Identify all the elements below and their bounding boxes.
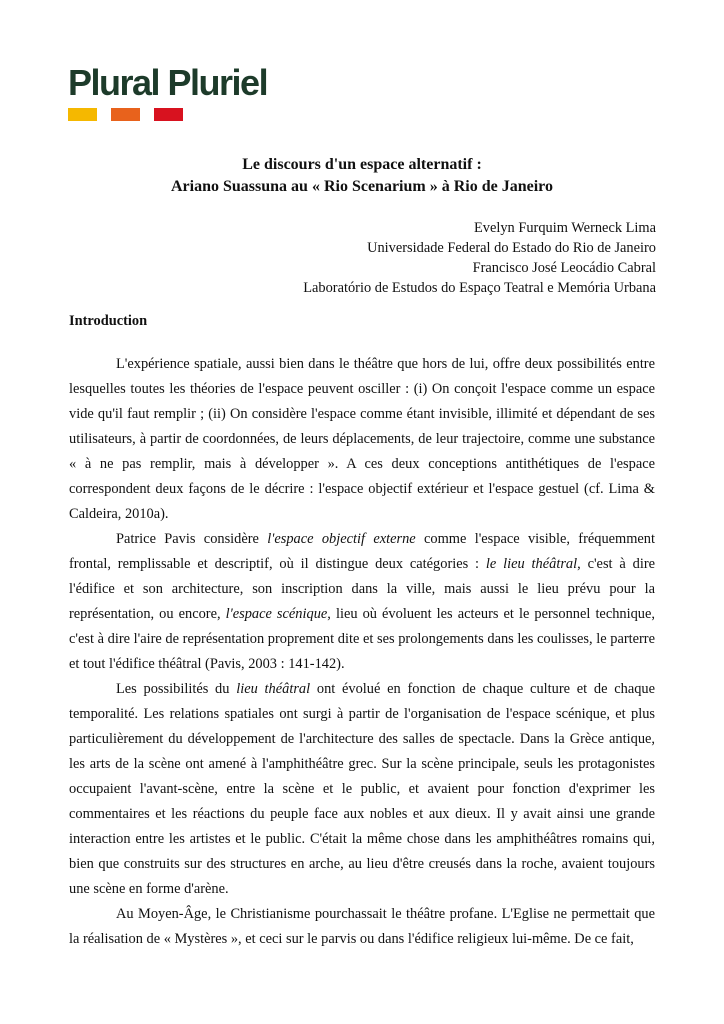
title-line-1: Le discours d'un espace alternatif : — [242, 156, 482, 173]
author-affiliation-2: Laboratório de Estudos do Espaço Teatral e Memória Urbana — [303, 280, 656, 296]
emphasis: le lieu théâtral — [485, 556, 578, 572]
author-block — [303, 218, 656, 298]
document-title — [0, 154, 724, 198]
logo-bar-red — [154, 108, 183, 121]
emphasis: lieu théâtral — [236, 681, 311, 697]
author-name-2: Francisco José Leocádio Cabral — [472, 260, 656, 276]
paragraph-3: Les possibilités du lieu théâtral ont évolué en fonction de chaque culture et de chaque temporalité. Les relations spatiales ont surgi à partir de l'organisation de l'espace scénique, et plus particulièrement du développement de l'architecture des salles de spectacle. Dans la Grèce antique, les arts de la scène ont amené à l'amphithéâtre grec. Sur la scène principale, seuls les protagonistes occupaient l'avant-scène, entre la scène et le public, et avaient pour fonction d'exprimer les commentaires et les réactions du peuple face aux nobles et aux dieux. Il y avait ainsi une grande interaction entre les artistes et le public. C'était la même chose dans les amphithéâtres romains qui, bien que construits sur des structures en arche, au lieu d'être creusés dans la roche, avaient toujours une scène en forme d'arène. — [69, 681, 655, 897]
section-heading: Introduction — [69, 313, 148, 329]
author-name-1: Evelyn Furquim Werneck Lima — [473, 220, 656, 236]
logo-color-bars — [68, 108, 267, 121]
paragraph-4: Au Moyen-Âge, le Christianisme pourchassait le théâtre profane. L'Eglise ne permettait que la réalisation de « Mystères », et ceci sur le parvis ou dans l'édifice religieux lui-même. De ce fait, — [69, 906, 655, 947]
emphasis: l'espace scénique — [225, 606, 328, 622]
logo-text: Plural Pluriel — [68, 62, 268, 103]
logo-bar-orange — [111, 108, 140, 121]
title-line-2: Ariano Suassuna au « Rio Scenarium » à Rio de Janeiro — [171, 178, 553, 195]
logo — [68, 64, 267, 121]
author-affiliation-1: Universidade Federal do Estado do Rio de Janeiro — [367, 240, 656, 256]
paragraph-1: L'expérience spatiale, aussi bien dans le théâtre que hors de lui, offre deux possibilités entre lesquelles toutes les théories de l'espace peuvent osciller : (i) On conçoit l'espace comme un espace vide qu'il faut remplir ; (ii) On considère l'espace comme étant invisible, illimité et dépendant de ses utilisateurs, à partir de coordonnées, de leurs déplacements, de leur trajectoire, comme une substance « à ne pas remplir, mais à développer ». A ces deux conceptions antithétiques de l'espace correspondent deux façons de le décrire : l'espace objectif extérieur et l'espace gestuel (cf. Lima & Caldeira, 2010a). — [69, 356, 655, 522]
body-text — [69, 352, 655, 952]
paragraph-2: Patrice Pavis considère l'espace objectif externe comme l'espace visible, fréquemment frontal, remplissable et descriptif, où il distingue deux catégories : le lieu théâtral, c'est à dire l'édifice et son architecture, son inscription dans la ville, mais aussi le lieu prévu pour la représentation, ou encore, l'espace scénique, lieu où évoluent les acteurs et le personnel technique, c'est à dire l'aire de représentation proprement dite et ses prolongements dans les coulisses, le parterre et tout l'édifice théâtral (Pavis, 2003 : 141-142). — [69, 531, 655, 672]
logo-bar-yellow — [68, 108, 97, 121]
emphasis: l'espace objectif externe — [267, 531, 416, 547]
